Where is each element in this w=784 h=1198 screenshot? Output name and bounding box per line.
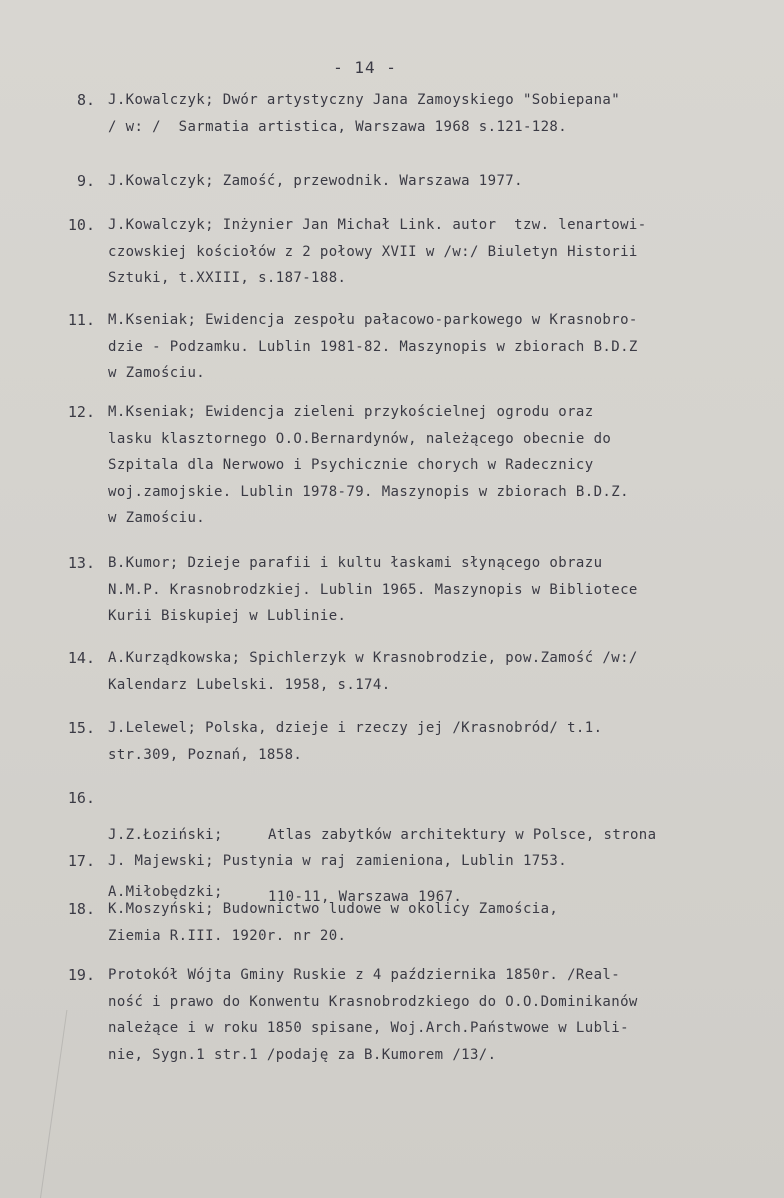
entry-line: w Zamościu.	[108, 510, 206, 526]
entry-line: Atlas zabytków architektury w Polsce, strona	[268, 827, 657, 843]
entry-number: 16.	[67, 789, 95, 807]
entry-line: należące i w roku 1850 spisane, Woj.Arch.Państwowe w Lubli-	[108, 1020, 629, 1036]
entry-line: w Zamościu.	[108, 365, 206, 381]
entry-line: Kalendarz Lubelski. 1958, s.174.	[108, 676, 391, 693]
entry-line: N.M.P. Krasnobrodzkiej. Lublin 1965. Maszynopis w Bibliotece	[108, 581, 638, 598]
entry-number: 9.	[76, 172, 95, 190]
entry-number: 13.	[67, 554, 95, 572]
page-number: - 14 -	[333, 58, 397, 77]
entry-line: dzie - Podzamku. Lublin 1981-82. Maszynopis w zbiorach B.D.Z	[108, 338, 638, 355]
entry-number: 17.	[67, 852, 95, 870]
entry-line: J.Kowalczyk; Zamość, przewodnik. Warszawa 1977.	[108, 173, 523, 189]
entry-line: nie, Sygn.1 str.1 /podaję za B.Kumorem /13/.	[108, 1046, 497, 1063]
entry-line: M.Kseniak; Ewidencja zieleni przykościelnej ogrodu oraz	[108, 404, 594, 420]
entry-number: 12.	[67, 403, 95, 421]
entry-line: J.Kowalczyk; Inżynier Jan Michał Link. autor tzw. lenartowi-	[108, 217, 647, 233]
entry-number: 10.	[67, 216, 95, 234]
entry-line: B.Kumor; Dzieje parafii i kultu łaskami słynącego obrazu	[108, 555, 603, 571]
entry-author: A.Miłobędzki;	[108, 884, 223, 900]
entry-line: czowskiej kościołów z 2 połowy XVII w /w:/ Biuletyn Historii	[108, 243, 638, 260]
paper-fold-mark	[0, 1010, 67, 1198]
entry-line: J. Majewski; Pustynia w raj zamieniona, Lublin 1753.	[108, 853, 568, 869]
entry-line: K.Moszyński; Budownictwo ludowe w okolicy Zamościa,	[108, 901, 559, 917]
entry-number: 15.	[67, 719, 95, 737]
entry-line: Kurii Biskupiej w Lublinie.	[108, 608, 347, 624]
entry-line: Ziemia R.III. 1920r. nr 20.	[108, 927, 347, 944]
entry-line: Szpitala dla Nerwowo i Psychicznie chorych w Radecznicy	[108, 457, 594, 473]
entry-line: 110-11, Warszawa 1967.	[268, 889, 463, 905]
entry-number: 11.	[67, 311, 95, 329]
entry-line: ność i prawo do Konwentu Krasnobrodzkiego do O.O.Dominikanów	[108, 993, 638, 1010]
entry-line: / w: / Sarmatia artistica, Warszawa 1968 s.121-128.	[108, 118, 568, 135]
entry-line: woj.zamojskie. Lublin 1978-79. Maszynopis w zbiorach B.D.Z.	[108, 483, 629, 500]
entry-line: J.Lelewel; Polska, dzieje i rzeczy jej /Krasnobród/ t.1.	[108, 720, 603, 736]
entry-number: 8.	[76, 91, 95, 109]
entry-line: M.Kseniak; Ewidencja zespołu pałacowo-parkowego w Krasnobro-	[108, 312, 638, 328]
entry-line: A.Kurządkowska; Spichlerzyk w Krasnobrodzie, pow.Zamość /w:/	[108, 650, 638, 666]
entry-line: str.309, Poznań, 1858.	[108, 746, 303, 763]
entry-author: J.Z.Łoziński;	[108, 827, 223, 843]
entry-line: J.Kowalczyk; Dwór artystyczny Jana Zamoyskiego "Sobiepana"	[108, 92, 621, 108]
entry-number: 19.	[67, 966, 95, 984]
entry-number: 14.	[67, 649, 95, 667]
entry-number: 18.	[67, 900, 95, 918]
entry-line: Protokół Wójta Gminy Ruskie z 4 października 1850r. /Real-	[108, 967, 621, 983]
entry-line: lasku klasztornego O.O.Bernardynów, należącego obecnie do	[108, 430, 612, 447]
entry-line: Sztuki, t.XXIII, s.187-188.	[108, 270, 347, 286]
